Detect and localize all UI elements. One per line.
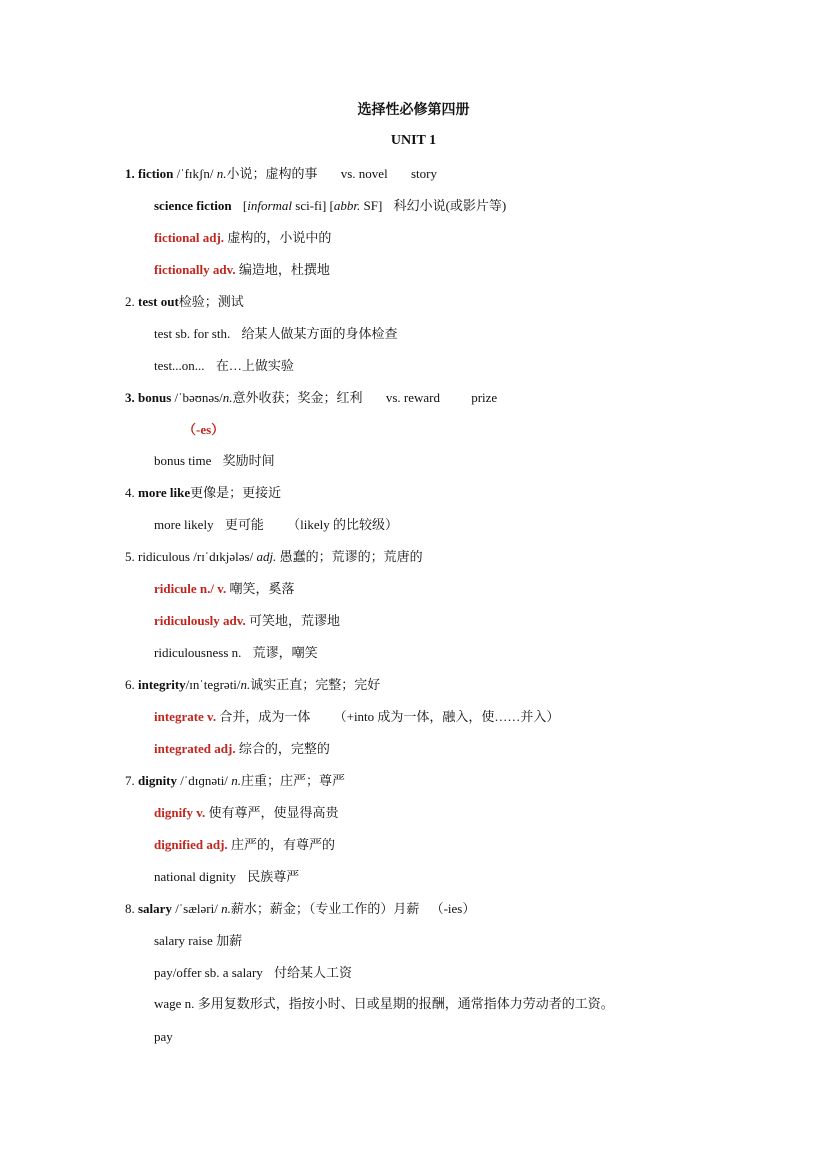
phonetic: /ˈbəʊnəs/	[174, 390, 223, 405]
entry-number: 8.	[125, 901, 135, 916]
meaning: 给某人做某方面的身体检查	[241, 326, 398, 341]
sub-entry	[154, 517, 398, 533]
phrase: test...on...	[154, 358, 205, 373]
headword: dignity	[138, 773, 178, 788]
meaning: 小说；虚构的事	[226, 166, 318, 181]
meaning: 虚构的，小说中的	[227, 230, 332, 245]
sub-entry	[154, 453, 275, 469]
meaning: 诚实正直；完整；完好	[250, 677, 381, 692]
part-of-speech: n.	[216, 166, 227, 181]
entry-test-out	[125, 294, 244, 310]
book-title: 选择性必修第四册	[357, 103, 470, 118]
phonetic: /ˈfɪkʃn/	[176, 166, 214, 181]
phrase: science fiction	[154, 198, 232, 213]
derivative-word: integrated adj.	[154, 741, 236, 756]
phrase: bonus time	[154, 453, 212, 468]
meaning: 加薪	[216, 933, 243, 948]
entry-dignity	[125, 773, 345, 789]
note	[334, 709, 560, 724]
derivative-word: ridicule n./ v.	[154, 581, 227, 596]
entry-number: 3.	[125, 390, 135, 405]
meaning: 愚蠢的；荒谬的；荒唐的	[279, 549, 423, 564]
plural-form: （-ies）	[430, 901, 476, 916]
entry-number: 4.	[125, 485, 135, 500]
entry-number: 1.	[125, 166, 135, 181]
part-of-speech: n.	[221, 901, 231, 916]
sub-entry	[154, 741, 330, 757]
compare-word: vs. novel	[340, 166, 388, 181]
bracket-text: sci-fi] [	[292, 198, 334, 213]
sub-entry	[154, 869, 299, 885]
note-text: 的比较级）	[332, 517, 398, 532]
meaning: 在…上做实验	[215, 358, 294, 373]
note	[287, 517, 398, 532]
headword: more like	[138, 485, 191, 500]
entry-number: 5.	[125, 549, 135, 564]
phrase: national dignity	[154, 869, 236, 884]
sub-entry	[154, 965, 352, 981]
phonetic: /ˈsæləri/	[175, 901, 218, 916]
derivative-word: fictionally adv.	[154, 262, 236, 277]
sub-entry	[154, 709, 559, 725]
meaning: 庄重；庄严；尊严	[240, 773, 345, 788]
phrase: wage n.	[154, 996, 195, 1011]
meaning: 嘲笑，奚落	[229, 581, 295, 596]
plural-form: （-es）	[183, 422, 225, 437]
sub-entry	[154, 581, 295, 597]
meaning: 编造地，杜撰地	[238, 262, 330, 277]
phonetic: /rɪˈdɪkjələs/	[193, 549, 254, 564]
sub-entry	[154, 1029, 173, 1045]
entry-fiction	[125, 166, 437, 182]
headword: salary	[138, 901, 172, 916]
part-of-speech: n.	[240, 677, 251, 692]
phrase: test sb. for sth.	[154, 326, 231, 341]
meaning: 民族尊严	[247, 869, 300, 884]
phrase: pay	[154, 1029, 173, 1044]
meaning: 薪水；薪金；（专业工作的）月薪	[230, 901, 420, 916]
sub-entry	[154, 837, 335, 853]
entry-number: 7.	[125, 773, 135, 788]
meaning: 荒谬，嘲笑	[252, 645, 318, 660]
note-text: 成为一体，融入，使……并入）	[377, 709, 560, 724]
sub-entry	[154, 933, 242, 949]
sub-entry	[154, 198, 506, 214]
phonetic: /ɪnˈtegrəti/	[185, 677, 241, 692]
sub-entry	[154, 230, 331, 246]
meaning: 更像是；更接近	[190, 485, 282, 500]
entry-ridiculous	[125, 549, 423, 565]
sub-entry	[154, 996, 614, 1012]
part-of-speech: adj.	[256, 549, 277, 564]
meaning: 可笑地，荒谬地	[249, 613, 341, 628]
plural-note	[183, 422, 224, 438]
sub-entry	[154, 358, 294, 374]
label-informal: informal	[247, 198, 293, 213]
headword: fiction	[138, 166, 174, 181]
phrase: more likely	[154, 517, 214, 532]
entry-number: 2.	[125, 294, 135, 309]
derivative-word: ridiculously adv.	[154, 613, 246, 628]
phrase: pay/offer sb. a salary	[154, 965, 263, 980]
compare-word: prize	[471, 390, 498, 405]
compare-word: vs. reward	[385, 390, 440, 405]
meaning: 合并，成为一体	[219, 709, 311, 724]
entry-more-like	[125, 485, 281, 501]
derivative-word: dignify v.	[154, 805, 206, 820]
headword: integrity	[138, 677, 186, 692]
meaning: 更可能	[224, 517, 264, 532]
meaning: 使有尊严，使显得高贵	[208, 805, 339, 820]
unit-heading: UNIT 1	[390, 133, 437, 148]
note-text: （+into	[333, 709, 375, 724]
meaning: 科幻小说(或影片等)	[393, 198, 507, 213]
entry-bonus	[125, 390, 497, 406]
label-abbr: abbr.	[333, 198, 361, 213]
sub-entry	[154, 326, 397, 342]
headword: test out	[138, 294, 179, 309]
derivative-word: ridiculousness n.	[154, 645, 242, 660]
bracket-text: SF]	[360, 198, 383, 213]
derivative-word: dignified adj.	[154, 837, 228, 852]
compare-word: story	[410, 166, 437, 181]
derivative-word: integrate v.	[154, 709, 217, 724]
sub-entry	[154, 645, 318, 661]
meaning: 奖励时间	[222, 453, 275, 468]
meaning: 意外收获；奖金；红利	[232, 390, 363, 405]
phonetic: /ˈdɪɡnəti/	[180, 773, 228, 788]
headword: bonus	[138, 390, 172, 405]
bracket-text: [	[242, 198, 248, 213]
derivative-word: fictional adj.	[154, 230, 225, 245]
headword: ridiculous	[138, 549, 190, 564]
entry-integrity	[125, 677, 380, 693]
sub-entry	[154, 262, 330, 278]
sub-entry	[154, 805, 339, 821]
note-text: （likely	[287, 517, 330, 532]
part-of-speech: n.	[231, 773, 241, 788]
meaning: 检验；测试	[178, 294, 244, 309]
meaning: 庄严的，有尊严的	[230, 837, 335, 852]
phrase: salary raise	[154, 933, 213, 948]
meaning: 综合的，完整的	[238, 741, 330, 756]
part-of-speech: n.	[222, 390, 233, 405]
entry-salary	[125, 901, 475, 917]
meaning: 多用复数形式，指按小时、日或星期的报酬，通常指体力劳动者的工资。	[197, 996, 614, 1011]
meaning: 付给某人工资	[274, 965, 353, 980]
sub-entry	[154, 613, 340, 629]
entry-number: 6.	[125, 677, 135, 692]
